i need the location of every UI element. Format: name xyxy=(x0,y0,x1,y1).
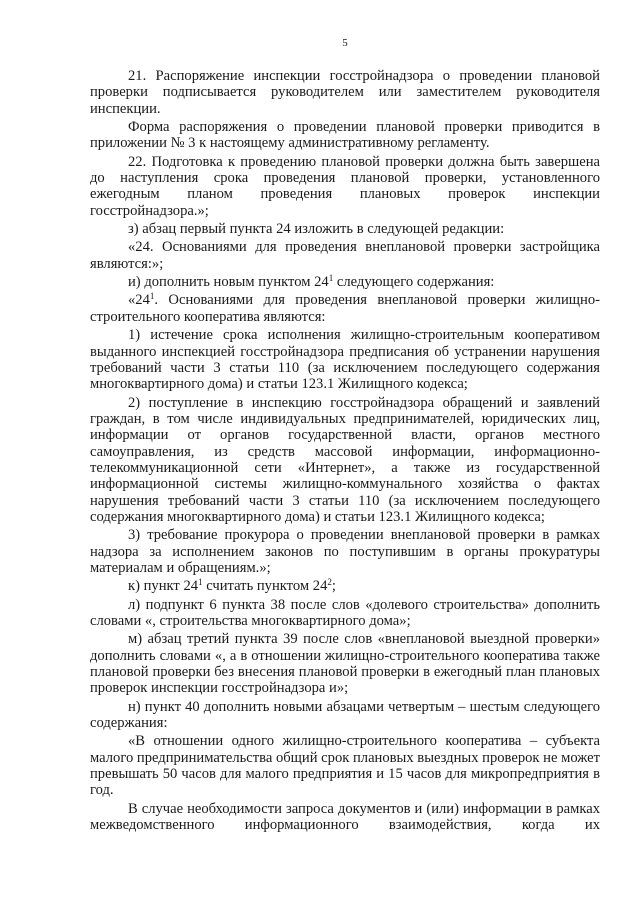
paragraph-item-l: л) подпункт 6 пункта 38 после слов «долевого строительства» дополнить словами «, строительства многоквартирного дома»; xyxy=(90,596,600,629)
paragraph-item-m: м) абзац третий пункта 39 после слов «внеплановой выездной проверки» дополнить словами «, а в отношении жилищно-строительного кооператива также плановой проверки без внесения плановой проверки в ежегодный план плановых проверок инспекции госстройнадзора и»; xyxy=(90,631,600,697)
item-k-superscript-2: 2 xyxy=(327,577,332,588)
paragraph-subitem-1: 1) истечение срока исполнения жилищно-строительным кооперативом выданного инспекцией госстройнадзора предписания об устранении нарушения требований части 3 статьи 110 (за исключением последующего содержания многоквартирного дома) и статьи 123.1 Жилищного кодекса; xyxy=(90,327,600,393)
paragraph-22: 22. Подготовка к проведению плановой проверки должна быть завершена до наступления срока проведения плановой проверки, установленного ежегодным планом проведения плановых проверок инспекции госстройнадзора.»; xyxy=(90,153,600,219)
paragraph-subitem-3: 3) требование прокурора о проведении внеплановой проверки в рамках надзора за исполнением законов по поступившим в органы прокуратуры материалам и обращениям.»; xyxy=(90,527,600,576)
paragraph-item-k xyxy=(90,578,600,594)
paragraph-21: 21. Распоряжение инспекции госстройнадзора о проведении плановой проверки подписывается руководителем или заместителем руководителя инспекции. xyxy=(90,68,600,117)
paragraph-item-n: н) пункт 40 дополнить новыми абзацами четвертым – шестым следующего содержания: xyxy=(90,698,600,732)
paragraph-form-order: Форма распоряжения о проведении плановой проверки приводится в приложении № 3 к настоящему административному регламенту. xyxy=(90,119,600,152)
paragraph-24-1 xyxy=(90,292,600,325)
item-k-text-middle: считать пунктом 24 xyxy=(202,578,328,595)
p24-1-text-end: . Основаниями для проведения внеплановой проверки жилищно-строительного кооператива являются: xyxy=(90,292,600,325)
item-i-text-start: и) дополнить новым пунктом 24 xyxy=(128,274,329,291)
paragraph-item-i xyxy=(90,274,600,290)
p24-1-text-start: «24 xyxy=(128,292,150,309)
item-i-text-end: следующего содержания: xyxy=(333,274,495,291)
item-k-text-end: ; xyxy=(331,578,336,595)
item-k-superscript-1: 1 xyxy=(198,577,203,588)
p24-1-superscript: 1 xyxy=(149,291,155,302)
item-i-superscript: 1 xyxy=(328,273,334,284)
paragraph-subitem-2: 2) поступление в инспекцию госстройнадзора обращений и заявлений граждан, в том числе индивидуальных предпринимателей, юридических лиц, информации от органов государственной власти, органов местного самоуправления, из средств массовой информации, информационно-телекоммуникационной сети «Интернет», а также из государственной информационной системы жилищно-коммунального хозяйства о фактах нарушения требований части 3 статьи 110 (за исключением последующего содержания многоквартирного дома) и статьи 123.1 Жилищного кодекса; xyxy=(90,394,600,525)
paragraph-24: «24. Основаниями для проведения внеплановой проверки застройщика являются:»; xyxy=(90,239,600,272)
item-k-text-start: к) пункт 24 xyxy=(128,578,199,595)
page-number: 5 xyxy=(342,37,348,49)
paragraph-interagency-request: В случае необходимости запроса документов и (или) информации в рамках межведомственного информационного взаимодействия, когда их xyxy=(90,800,600,834)
paragraph-item-z: з) абзац первый пункта 24 изложить в следующей редакции: xyxy=(128,221,505,238)
paragraph-cooperative-limit: «В отношении одного жилищно-строительного кооператива – субъекта малого предпринимательства общий срок плановых выездных проверок не может превышать 50 часов для малого предприятия и 15 часов для микропредприятия в год. xyxy=(90,733,601,799)
